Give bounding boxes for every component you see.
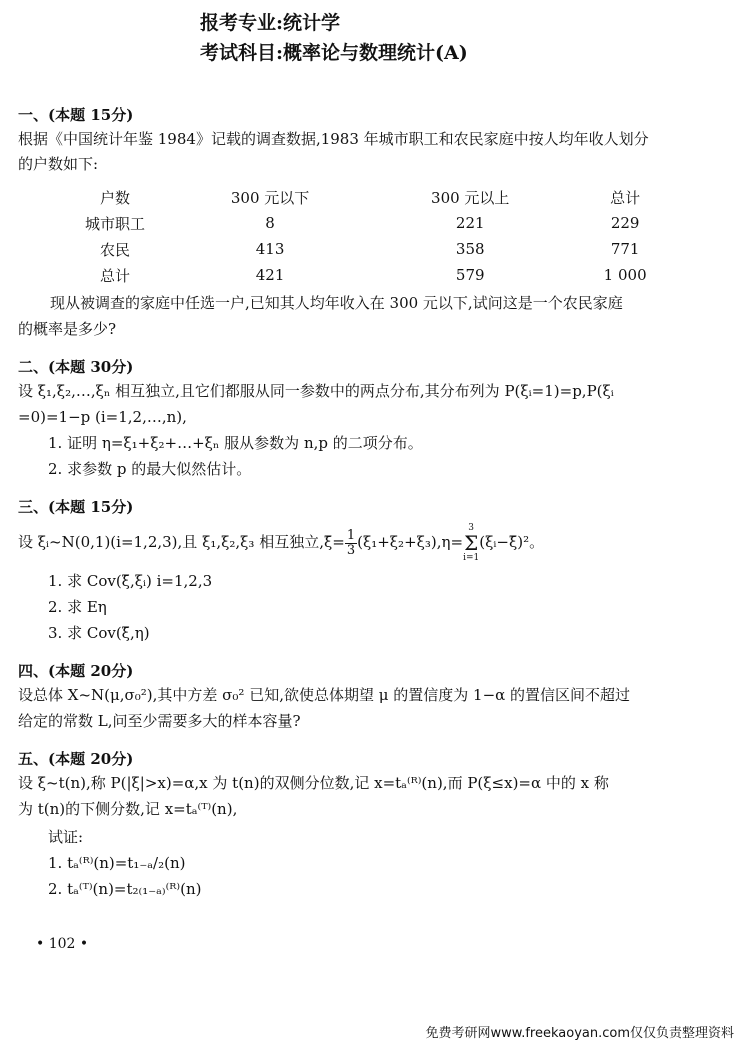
q2-line2: =0)=1−p (i=1,2,…,n), (18, 408, 187, 426)
summation-symbol (463, 523, 479, 563)
q3-item1: 1. 求 Cov(ξ̄,ξᵢ) i=1,2,3 (48, 572, 213, 590)
sigma-glyph: Σ (464, 531, 479, 555)
table-header-cell: 总计 (610, 188, 641, 207)
fraction-denominator: 3 (346, 542, 356, 558)
q3-heading: 三、(本题 15分) (18, 498, 134, 516)
q2-item2: 2. 求参数 p 的最大似然估计。 (48, 460, 252, 478)
table-cell: 221 (455, 214, 485, 232)
q2-line1: 设 ξ₁,ξ₂,…,ξₙ 相互独立,且它们都服从同一参数中的两点分布,其分布列为 P(ξᵢ=1)=p,P(ξᵢ (18, 382, 614, 400)
table-cell: 1 000 (603, 266, 647, 284)
q3-formula-part-c: (ξᵢ−ξ̄)²。 (479, 533, 545, 551)
exam-major-title: 报考专业:统计学 (200, 12, 341, 34)
table-cell: 413 (255, 240, 285, 258)
q1-line3: 现从被调查的家庭中任选一户,已知其人均年收入在 300 元以下,试问这是一个农民家庭 (50, 294, 623, 312)
table-cell: 229 (610, 214, 640, 232)
table-cell: 421 (255, 266, 285, 284)
q5-heading: 五、(本题 20分) (18, 750, 134, 768)
exam-subject-title: 考试科目:概率论与数理统计(A) (200, 42, 468, 64)
table-row (60, 236, 680, 262)
q1-data-table (60, 184, 680, 288)
q1-line2: 的户数如下: (18, 155, 99, 173)
q1-line4: 的概率是多少? (18, 320, 117, 338)
q4-line2: 给定的常数 L,问至少需要多大的样本容量? (18, 712, 301, 730)
q3-formula-part-b: (ξ₁+ξ₂+ξ₃),η= (357, 533, 464, 551)
q2-heading: 二、(本题 30分) (18, 358, 134, 376)
q1-line1: 根据《中国统计年鉴 1984》记载的调查数据,1983 年城市职工和农民家庭中按人均年收人划分 (18, 130, 649, 148)
q4-line1: 设总体 X~N(μ,σ₀²),其中方差 σ₀² 已知,欲使总体期望 μ 的置信度为 1−α 的置信区间不超过 (18, 686, 631, 704)
table-cell: 总计 (99, 266, 130, 285)
table-cell: 358 (455, 240, 485, 258)
one-third-fraction (345, 529, 357, 558)
table-cell: 579 (455, 266, 485, 284)
page-number: • 102 • (36, 936, 89, 952)
table-row (60, 210, 680, 236)
sum-lower-limit: i=1 (463, 553, 480, 563)
watermark-footer: 免费考研网www.freekaoyan.com仅仅负责整理资料 (425, 1026, 734, 1041)
q3-formula-part-a: 设 ξᵢ~N(0,1)(i=1,2,3),且 ξ₁,ξ₂,ξ₃ 相互独立,ξ̄= (18, 533, 345, 551)
q4-heading: 四、(本题 20分) (18, 662, 134, 680)
table-row (60, 262, 680, 288)
table-cell: 农民 (99, 240, 130, 259)
fraction-numerator: 1 (346, 527, 356, 543)
sum-upper-limit: 3 (468, 523, 475, 533)
q2-item1: 1. 证明 η=ξ₁+ξ₂+…+ξₙ 服从参数为 n,p 的二项分布。 (48, 434, 423, 452)
q3-formula-line (18, 522, 544, 563)
table-header-cell: 300 元以上 (431, 188, 510, 207)
q5-line2: 为 t(n)的下侧分数,记 x=tₐ⁽ᵀ⁾(n), (18, 800, 238, 818)
q5-line1: 设 ξ~t(n),称 P(|ξ|>x)=α,x 为 t(n)的双侧分位数,记 x=tₐ⁽ᴿ⁾(n),而 P(ξ≤x)=α 中的 x 称 (18, 774, 609, 792)
table-header-row (60, 184, 680, 210)
table-cell: 8 (265, 214, 275, 232)
q5-item1: 1. tₐ⁽ᴿ⁾(n)=t₁₋ₐ/₂(n) (48, 854, 186, 872)
table-header-cell: 户数 (99, 188, 130, 207)
q5-item2: 2. tₐ⁽ᵀ⁾(n)=t₂₍₁₋ₐ₎⁽ᴿ⁾(n) (48, 880, 202, 898)
q3-item2: 2. 求 Eη (48, 598, 107, 616)
table-cell: 771 (610, 240, 640, 258)
table-header-cell: 300 元以下 (230, 188, 310, 207)
q5-prove-label: 试证: (48, 828, 84, 846)
table-cell: 城市职工 (84, 214, 145, 233)
q3-item3: 3. 求 Cov(ξ̄,η) (48, 624, 150, 642)
q1-heading: 一、(本题 15分) (18, 106, 134, 124)
